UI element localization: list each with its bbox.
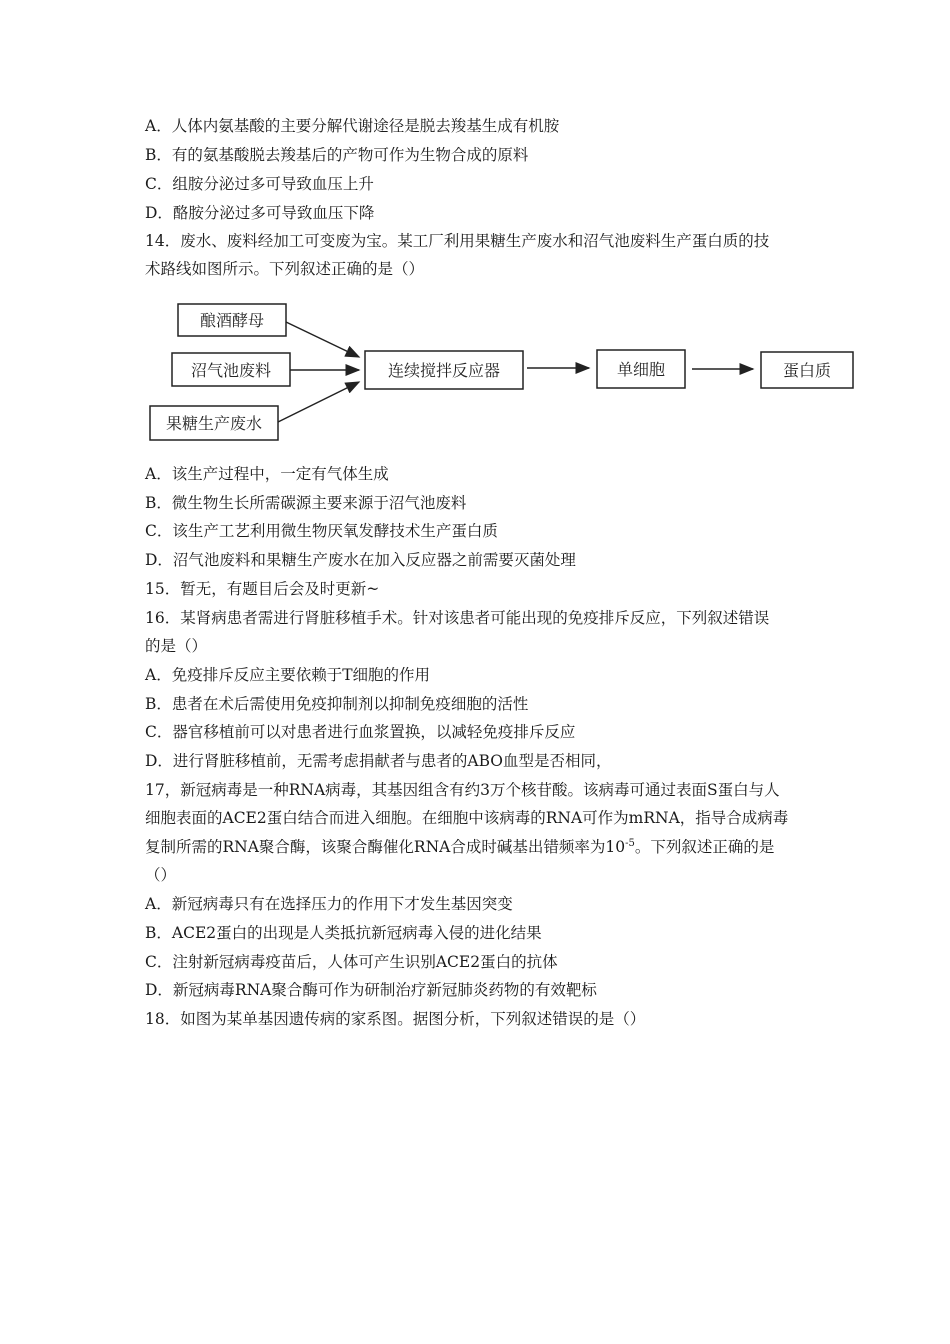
- box-yeast-label: 酿酒酵母: [199, 311, 265, 330]
- q13-option-b: B．有的氨基酸脱去羧基后的产物可作为生物合成的原料: [145, 146, 529, 164]
- q17-option-a: A．新冠病毒只有在选择压力的作用下才发生基因突变: [145, 895, 513, 913]
- q17-stem-line3: [145, 837, 815, 857]
- box-fructose-wastewater-label: 果糖生产废水: [165, 414, 263, 433]
- q17-stem-line3-text: 复制所需的RNA聚合酶，该聚合酶催化RNA合成时碱基出错频率为10: [145, 838, 626, 856]
- box-fructose-wastewater: [150, 406, 278, 440]
- q14-stem-line1: 14．废水、废料经加工可变废为宝。某工厂利用果糖生产废水和沼气池废料生产蛋白质的技: [145, 232, 770, 250]
- box-biogas-waste-label: 沼气池废料: [190, 361, 272, 380]
- q17-option-d: D．新冠病毒RNA聚合酶可作为研制治疗新冠肺炎药物的有效靶标: [145, 981, 597, 999]
- q14-option-a: A．该生产过程中，一定有气体生成: [145, 465, 389, 483]
- q14-option-b: B．微生物生长所需碳源主要来源于沼气池废料: [145, 494, 467, 512]
- process-flow-diagram: [145, 286, 860, 446]
- q16-option-c: C．器官移植前可以对患者进行血浆置换，以减轻免疫排斥反应: [145, 723, 576, 741]
- q13-option-c: C．组胺分泌过多可导致血压上升: [145, 175, 374, 193]
- box-reactor: [365, 351, 523, 389]
- q17-exponent: -5: [625, 838, 635, 849]
- q17-stem-line1: 17，新冠病毒是一种RNA病毒，其基因组含有约3万个核苷酸。该病毒可通过表面S蛋白与人: [145, 781, 780, 799]
- q17-stem-line3-tail: 。下列叙述正确的是: [634, 838, 775, 856]
- q16-option-a: A．免疫排斥反应主要依赖于T细胞的作用: [145, 666, 431, 684]
- box-protein-label: 蛋白质: [782, 361, 832, 380]
- q17-stem-line4: （）: [145, 866, 177, 884]
- box-reactor-label: 连续搅拌反应器: [387, 361, 501, 380]
- q13-option-d: D．酪胺分泌过多可导致血压下降: [145, 204, 375, 222]
- q18-stem: 18．如图为某单基因遗传病的家系图。据图分析，下列叙述错误的是（）: [145, 1010, 646, 1028]
- q16-option-d: D．进行肾脏移植前，无需考虑捐献者与患者的ABO血型是否相同，: [145, 752, 612, 770]
- q16-stem-line2: 的是（）: [145, 637, 208, 655]
- box-single-cell: [597, 350, 685, 388]
- box-yeast: [178, 304, 286, 336]
- q13-option-a: A．人体内氨基酸的主要分解代谢途径是脱去羧基生成有机胺: [145, 117, 560, 135]
- q15-stem: 15．暂无，有题目后会及时更新~: [145, 580, 380, 598]
- q16-stem-line1: 16．某肾病患者需进行肾脏移植手术。针对该患者可能出现的免疫排斥反应，下列叙述错误: [145, 609, 770, 627]
- q17-option-c: C．注射新冠病毒疫苗后，人体可产生识别ACE2蛋白的抗体: [145, 953, 558, 971]
- q17-option-b: B．ACE2蛋白的出现是人类抵抗新冠病毒入侵的进化结果: [145, 924, 542, 942]
- box-biogas-waste: [172, 353, 290, 386]
- q14-option-d: D．沼气池废料和果糖生产废水在加入反应器之前需要灭菌处理: [145, 551, 576, 569]
- arrow-fructose-to-reactor: [278, 382, 359, 422]
- q14-option-c: C．该生产工艺利用微生物厌氧发酵技术生产蛋白质: [145, 522, 498, 540]
- box-single-cell-label: 单细胞: [616, 360, 666, 379]
- q17-stem-line2: 细胞表面的ACE2蛋白结合而进入细胞。在细胞中该病毒的RNA可作为mRNA，指导合成病毒: [145, 809, 789, 827]
- arrow-yeast-to-reactor: [286, 322, 359, 357]
- box-protein: [761, 352, 853, 388]
- q16-option-b: B．患者在术后需使用免疫抑制剂以抑制免疫细胞的活性: [145, 695, 529, 713]
- q14-stem-line2: 术路线如图所示。下列叙述正确的是（）: [145, 260, 425, 278]
